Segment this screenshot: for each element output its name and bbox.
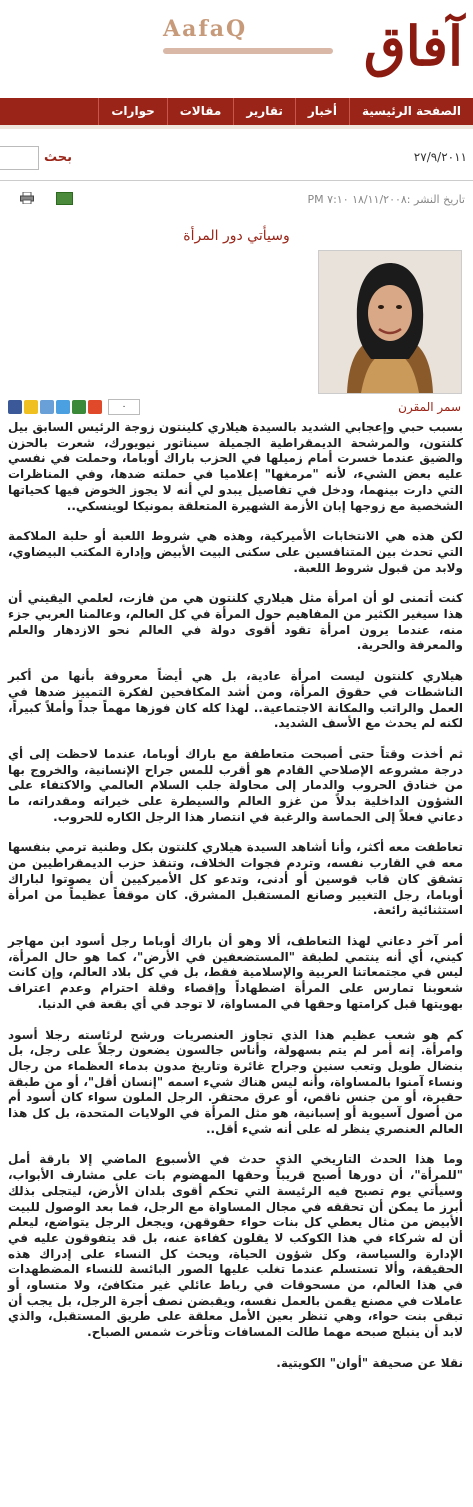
share-count: ٠ [108,399,140,415]
logo-arabic: آفاق [363,14,463,78]
add-share-icon[interactable] [88,400,102,414]
print-icon[interactable] [20,192,34,204]
divider [0,180,473,181]
logo-swoosh [163,48,333,54]
nav-subbar [0,125,473,129]
bookmark-icon[interactable] [40,400,54,414]
main-nav [0,98,473,125]
search-row [0,146,473,174]
site-logo[interactable] [163,6,463,86]
search-button[interactable]: بحث [44,150,73,165]
share-bar [8,398,140,416]
paragraph: نقلا عن صحيفة "أوان" الكويتية. [276,1355,463,1370]
article-title: وسيأتي دور المرأة [183,228,290,244]
facebook-icon[interactable] [8,400,22,414]
nav-item-news[interactable]: أخبار [295,98,349,125]
email-icon[interactable] [56,192,73,205]
author-name[interactable]: سمر المقرن [398,400,461,414]
paragraph: وما هذا الحدث التاريخي الذي حدث في الأسبوع الماضي إلا بارقة أمل "للمرأة"، أن دورها أصبح قريباً وحقها المهضوم بات على مشارف الأبواب، وسيأتي يوم تصبح فيه الرئيسة التي تحكم أقوى بلدان الأرض، ليتجلى بذلك أبرز ما يمكن أن تحققه في مجال المساواة مع الرجل، فما بعد الوصول للبيت الأبيض من مثال يعطي كل بنات حواء حقوقهن، ويجعل الرجل يتواضع، ليعلم أن له شركاء في هذا الكوكب لا يقلون كفاءة عنه، بل قد يتفوقون عليه في الإدارة والسياسة، وكل شؤون الحياة، ويحث كل النساء على إدراك هذه الحقيقة، وألا تستسلم عندما تغلب عليها الصور البائسة للنساء المضطهدات في هذا العالم، من مسحوقات في رباط عائلي غير متكافئ، ولا متساو، أو عاملات في مصنع يقمن بالعمل نفسه، ويقبضن نصف أجرة الرجل، بل يجب أن تبقى بنت حواء، وهي تنظر بعين الأمل معلقة على طريق المستقبل، والذي لابد أن ينبلج صبحه مهما طالت المسافات وتأخرت شمس الصباح. [8,1152,463,1340]
paragraph: ثم أخذت وقتاً حتى أصبحت متعاطفة مع باراك أوباما، عندما لاحظت إلى أي درجة مشروعه الإصلاحي القادم هو أقرب للمس جراح الإنسانية، والخروج بها من خنادق الحروب والدمار إلى محاولة جلب السلام العالمي والاكتفاء على الشؤون الداخلية بدلاً من غزو العالم والسيطرة على خيراته ومقدراته، ما دعاني فعلاً إلى الحماسة والرغبة في انتصار هذا الرجل الكاره للحروب. [8,746,463,824]
paragraph: بسبب حبي وإعجابي الشديد بالسيدة هيلاري كلينتون زوجة الرئيس السابق بيل كلنتون، والمرشحة الديمقراطية الجميلة سيناتور نيويورك، شعرت بالحزن والضيق عندما خسرت أمام زميلها في الحزب باراك أوباما، وحملت في نفسي عليه بعض الشيء، لأنه "مرمغها" إعلاميا في حملته ضدها، وفي المناظرات التي دارت بينهما، ودخل في تفاصيل يبدو لي أنه لا يجوز الخوض فيها كحياتها الشخصية مع زوجها إبان الأزمة الشهيرة المتعلقة بمونيكا لوينسكي.. [8,420,463,513]
author-photo [318,250,462,394]
google-icon[interactable] [72,400,86,414]
star-icon[interactable] [24,400,38,414]
nav-item-articles[interactable]: مقالات [167,98,234,125]
paragraph: تعاطفت معه أكثر، وأنا أشاهد السيدة هيلاري كلنتون بكل وطنية ترمي بنفسها معه في القارب نفسه، وتردم فجوات الخلاف، وتنقذ حزب الديمقراطيين من تشقق كان قاب قوسين أو أدنى، وتدعو كل الأميركيين أن يصوتوا لباراك أوباما، رجل التغيير وصانع المستقبل المشرق. كان موقفاً عظيماً من امرأة استثنائية رائعة. [8,840,463,918]
search-input[interactable] [0,146,39,170]
current-date: ٢٧/٩/٢٠١١ [413,150,467,164]
paragraph: هيلاري كلنتون ليست امرأة عادية، بل هي أيضاً معروفة بأنها من أكبر الناشطات في حقوق المرأة، ومن أشد المكافحين لفكرة التمييز ضدها في العمل والراتب والمكانة الاجتماعية.. لهذا كله كان فوزها مهماً جداً وأملاً كبيراً، لكنه لم يحدث مع الأسف الشديد. [8,669,463,731]
twitter-icon[interactable] [56,400,70,414]
paragraph: كم هو شعب عظيم هذا الذي تجاوز العنصريات ورشح لرئاسته رجلا أسود وامرأة. إنه أمر لم يتم بسهولة، وأناس جالسون يضعون رجلاً على رجل، بل بنضال طويل وتعب سنين وجراح غائرة وتاريخ مدون بدماء العظماء من رجال ونساء آمنوا بالمساواة، وأنه ليس هناك شيء اسمه "إنسان أقل"، أو من طبقة حقيرة، أو من جنس ناقص، أو عرق محتقر. الرجل الملون سواء كان أسود أم من أصول آسيوية أو إسبانية، هو مثل المرأة في الولايات المتحدة، بل كل هذا العالم العنصري ينظر له على أنه شيء أقل.. [8,1027,463,1136]
article-meta [0,188,473,208]
site-header [0,0,473,98]
paragraph: أمر آخر دعاني لهذا التعاطف، ألا وهو أن باراك أوباما رجل أسود ابن مهاجر كيني، أي أنه ينتمي لطبقة "المستضعفين في الأرض"، كما هو حال المرأة، ليس في مجتمعاتنا العربية والإسلامية فقط، بل في كل بلاد العالم، وإن كانت شعوبنا تمارس على المرأة اضطهاداً وإقصاء وقلة احترام وعدم اعتراف بهويتها قبل كرامتها وحقها في المساواة، لا توجد في أي بقعة في الدنيا. [8,933,463,1011]
nav-item-reports[interactable]: تقارير [233,98,295,125]
nav-item-interviews[interactable]: حوارات [98,98,166,125]
paragraph: لكن هذه هي الانتخابات الأميركية، وهذه هي شروط اللعبة أو حلبة الملاكمة التي تحدث بين المتنافسين على سكنى البيت الأبيض وإدارة المكتب البيضاوي، ولابد من قبول شروط اللعبة. [8,529,463,575]
nav-item-home[interactable]: الصفحة الرئيسية [349,98,473,125]
article-body [8,420,463,1387]
paragraph: كنت أتمنى لو أن امرأة مثل هيلاري كلنتون هي من فازت، لعلمي اليقيني أن هذا سيغير الكثير من المفاهيم حول المرأة في كل العالم، وعالمنا العربي جزء منه، عندما يرون امرأة تقود أقوى دولة في العالم نحو الازدهار والعلم والمعرفة والحرية. [8,591,463,653]
logo-english: AafaQ [163,16,248,42]
publish-date: تاريخ النشر :١٨/١١/٢٠٠٨ ٧:١٠ PM [307,193,465,206]
